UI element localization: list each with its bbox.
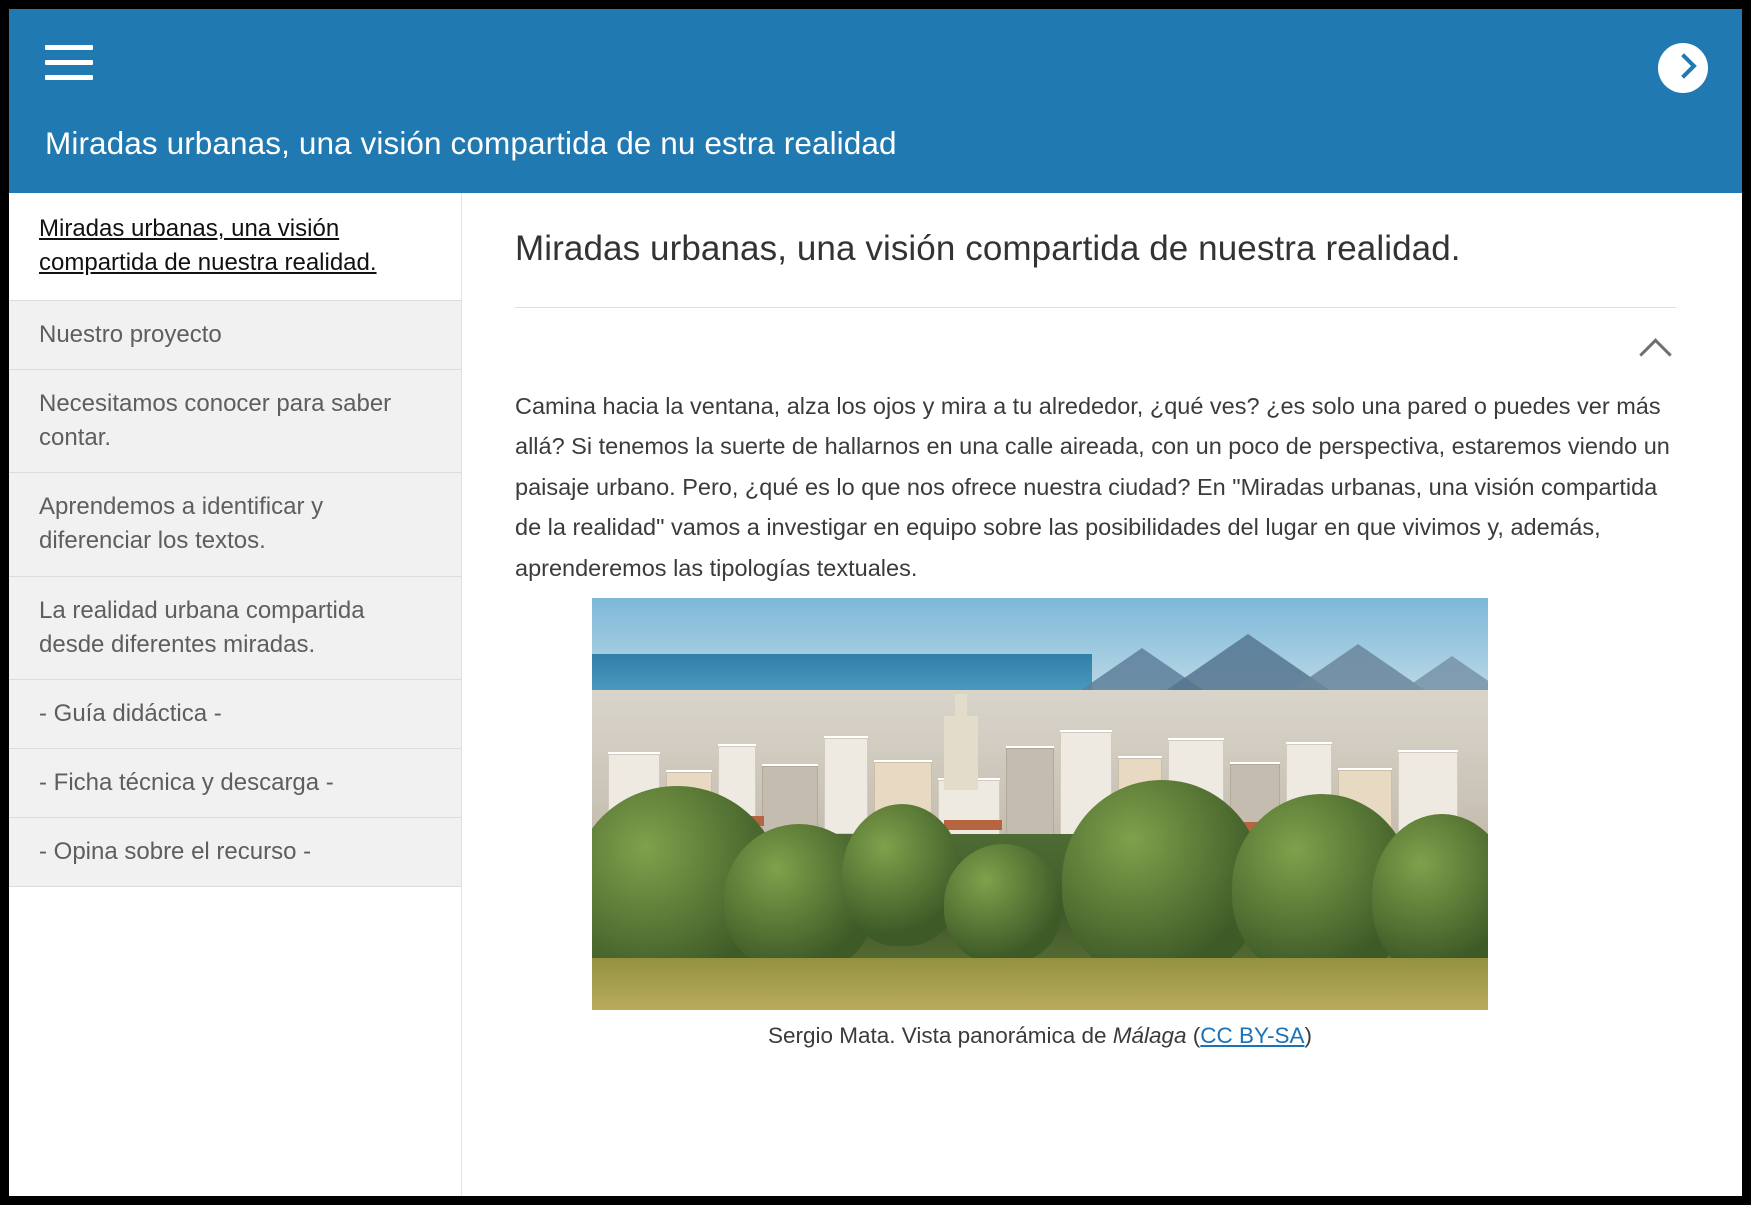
hamburger-bar-3 <box>45 75 93 80</box>
figure-block <box>592 598 1488 1049</box>
sea-layer <box>592 654 1092 694</box>
sidebar-item-opina-recurso[interactable]: - Opina sobre el recurso - <box>9 818 461 887</box>
chevron-right-icon <box>1671 53 1696 78</box>
license-link[interactable]: CC BY-SA <box>1200 1023 1305 1048</box>
figure-caption <box>592 1023 1488 1049</box>
caption-place: Málaga <box>1112 1023 1187 1048</box>
sidebar-empty-space <box>9 887 461 1196</box>
sidebar-item-inicio[interactable]: Miradas urbanas, una visión compartida de nuestra realidad. <box>9 193 461 301</box>
hamburger-bar-1 <box>45 45 93 50</box>
page-title: Miradas urbanas, una visión compartida de nuestra realidad. <box>515 229 1461 268</box>
cathedral-landmark <box>944 716 978 790</box>
app-header <box>9 9 1742 193</box>
sidebar-item-ficha-tecnica[interactable]: - Ficha técnica y descarga - <box>9 749 461 818</box>
sidebar-item-necesitamos-conocer[interactable]: Necesitamos conocer para saber contar. <box>9 370 461 473</box>
hamburger-menu-icon[interactable] <box>45 45 93 87</box>
next-page-button[interactable] <box>1658 43 1708 93</box>
foreground-ground <box>592 958 1488 1010</box>
chevron-up-icon <box>1639 338 1672 371</box>
panorama-image <box>592 598 1488 1010</box>
page-viewport <box>9 9 1742 1196</box>
hamburger-bar-2 <box>45 60 93 65</box>
sidebar-nav <box>9 193 462 1196</box>
vegetation-layer <box>592 834 1488 1010</box>
intro-paragraph: Camina hacia la ventana, alza los ojos y mira a tu alrededor, ¿qué ves? ¿es solo una pared o puedes ver más allá? Si tenemos la suerte de hallarnos en una calle aireada, con un poco de perspectiva, estaremos viendo un paisaje urbano. Pero, ¿qué es lo que nos ofrece nuestra ciudad? En "Miradas urbanas, una visión compartida de la realidad" vamos a investigar en equipo sobre las posibilidades del lugar en que vivimos y, además, aprenderemos las tipologías textuales. <box>515 393 1670 581</box>
caption-paren-open: ( <box>1186 1023 1201 1048</box>
main-content <box>463 193 1742 1196</box>
sidebar-item-realidad-urbana[interactable]: La realidad urbana compartida desde diferentes miradas. <box>9 577 461 680</box>
caption-author: Sergio Mata. Vista panorámica de <box>767 1023 1113 1048</box>
caption-paren-close: ) <box>1304 1023 1313 1048</box>
sidebar-item-guia-didactica[interactable]: - Guía didáctica - <box>9 680 461 749</box>
header-title: Miradas urbanas, una visión compartida de nu estra realidad <box>45 125 897 161</box>
sidebar-item-aprendemos-identificar[interactable]: Aprendemos a identificar y diferenciar los textos. <box>9 473 461 576</box>
title-divider <box>515 307 1676 308</box>
sidebar-item-nuestro-proyecto[interactable]: Nuestro proyecto <box>9 301 461 370</box>
collapse-section-button[interactable] <box>1636 333 1676 367</box>
